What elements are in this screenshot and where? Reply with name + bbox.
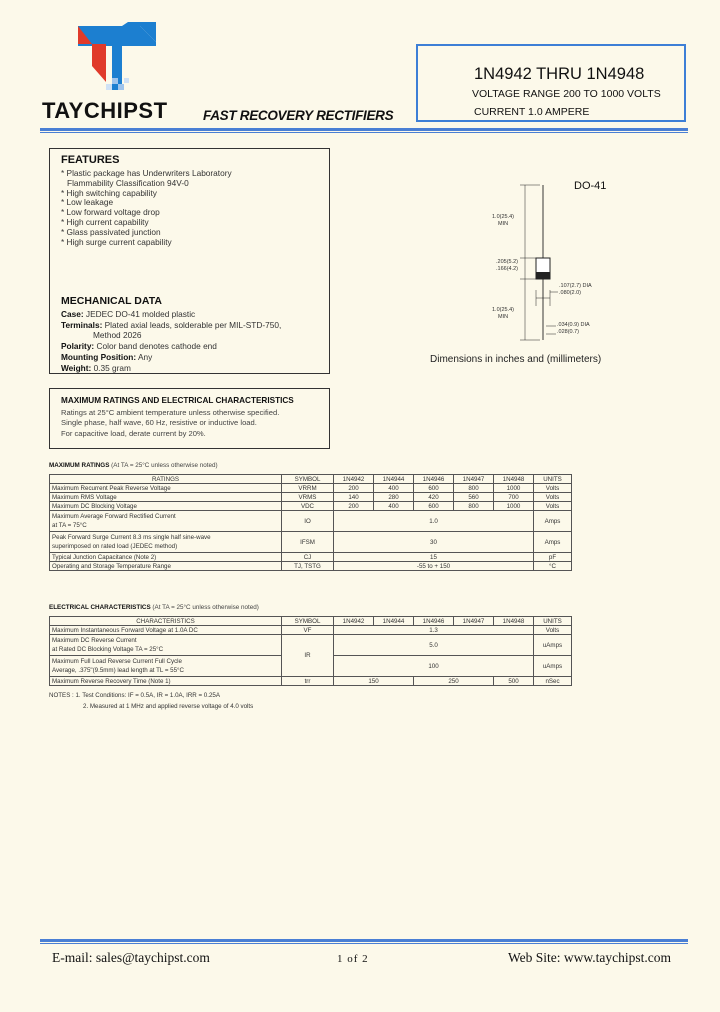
electrical-title-note: (At TA = 25°C unless otherwise noted) [150,604,259,611]
feature-item: * High switching capability [61,187,157,198]
do41-dimension-drawing [470,180,630,350]
header-cell: 1N4944 [374,475,414,484]
note-2: 2. Measured at 1 MHz and applied reverse voltage of 4.0 volts [83,702,254,710]
body-length-min: .166(4.2) [496,266,519,272]
lead-top-min: MIN [497,221,509,227]
cell: IFSM [282,532,334,553]
table-row [50,553,572,562]
header-cell: 1N4944 [374,617,414,626]
cell: 800 [454,484,494,493]
cell: trr [282,677,334,686]
cell: 100 [334,656,534,677]
cell: Amps [534,511,572,532]
max-ratings-title [49,462,218,469]
cell-line: Maximum DC Reverse Current [52,637,137,644]
max-ratings-table [49,474,572,571]
cell: nSec [534,677,572,686]
cell: IO [282,511,334,532]
case-label: Case: [61,309,84,319]
header-cell: 1N4948 [494,475,534,484]
header-cell: RATINGS [50,475,282,484]
body-diameter-dim [559,283,592,297]
mounting-label: Mounting Position: [61,351,137,362]
cell: uAmps [534,635,572,656]
cell-line: superimposed on rated load (JEDEC method) [52,543,178,550]
cell: 1000 [494,484,534,493]
table-header-row [50,617,572,626]
header-cell: 1N4942 [334,617,374,626]
table-row [50,626,572,635]
max-ratings-title-note: (At TA = 25°C unless otherwise noted) [109,462,218,469]
cell: Volts [534,502,572,511]
feature-item: * High current capability [61,216,149,227]
header-cell: UNITS [534,617,572,626]
ratings-info-line: Ratings at 25°C ambient temperature unless otherwise specified. [61,408,280,417]
terminals-value: Plated axial leads, solderable per MIL-STD-750, [102,319,282,330]
lead-top-dim [492,214,514,228]
polarity-value: Color band denotes cathode end [94,341,217,352]
cell [50,532,282,553]
feature-item: * Low forward voltage drop [61,207,160,218]
header-cell: 1N4947 [454,617,494,626]
cell: 30 [334,532,534,553]
cell: 600 [414,484,454,493]
cell: IR [282,635,334,677]
lead-bottom-length: 1.0(25.4) [492,307,515,313]
note-1: NOTES : 1. Test Conditions: IF = 0.5A, IR = 1.0A, IRR = 0.25A [49,692,220,699]
cell: Operating and Storage Temperature Range [50,562,282,571]
lead-diameter-label: DIA [580,322,590,328]
body-diameter-min: .080(2.0) [559,290,582,296]
cell-line: Maximum Average Forward Rectified Current [52,513,176,520]
lead-diameter-min: .028(0.7) [557,329,580,335]
header-cell: CHARACTERISTICS [50,617,282,626]
table-row [50,511,572,532]
footer-email[interactable]: E-mail: sales@taychipst.com [52,950,210,965]
cell: 1.0 [334,511,534,532]
max-ratings-title-text: MAXIMUM RATINGS [49,462,110,469]
cell: Amps [534,532,572,553]
cell: 150 [334,677,414,686]
header-cell: 1N4946 [414,475,454,484]
lead-diameter-max: .034(0.9) [557,322,580,328]
cell: pF [534,553,572,562]
dimensions-caption: Dimensions in inches and (millimeters) [430,354,602,365]
cell: 700 [494,493,534,502]
logo-graphic [78,22,156,94]
cell: 400 [374,484,414,493]
features-heading: FEATURES [61,154,120,166]
cell: Volts [534,493,572,502]
footer-divider-thin [40,943,688,944]
cell: 15 [334,553,534,562]
header-divider-thin [40,132,688,133]
cell: VRRM [282,484,334,493]
case-value: JEDEC DO-41 molded plastic [83,309,196,319]
header-cell: UNITS [534,475,572,484]
cell: Maximum RMS Voltage [50,493,282,502]
feature-item: * Low leakage [61,197,114,208]
footer-divider [40,939,688,942]
cell-line: Average, .375"(9.5mm) lead length at TL = 55°C [52,667,184,674]
mechanical-heading: MECHANICAL DATA [61,295,162,307]
cell: 140 [334,493,374,502]
cell-line: at TA = 75°C [52,522,87,529]
table-row [50,502,572,511]
cell-line: Maximum Full Load Reverse Current Full Cycle [52,658,182,665]
header-cell: SYMBOL [282,475,334,484]
header-cell: SYMBOL [282,617,334,626]
electrical-title-text: ELECTRICAL CHARACTERISTICS [49,604,151,611]
current-rating: CURRENT 1.0 AMPERE [474,106,590,118]
body-length-max: .205(5.2) [496,259,519,265]
table-row [50,677,572,686]
cell: 500 [494,677,534,686]
cell: 250 [414,677,494,686]
table-row [50,635,572,656]
part-number-title: 1N4942 THRU 1N4948 [474,65,645,83]
cell: 200 [334,484,374,493]
cell: Maximum Reverse Recovery Time (Note 1) [50,677,282,686]
header-divider [40,128,688,131]
header-cell: 1N4948 [494,617,534,626]
cell: -55 to + 150 [334,562,534,571]
feature-item: * Plastic package has Underwriters Laboratory [61,168,232,178]
weight-label: Weight: [61,362,92,373]
cell: Maximum DC Blocking Voltage [50,502,282,511]
lead-bottom-min: MIN [497,314,509,320]
table-row [50,484,572,493]
cell: VF [282,626,334,635]
brand-name: TAYCHIPST [42,98,168,123]
voltage-range: VOLTAGE RANGE 200 TO 1000 VOLTS [472,88,661,100]
body-diameter-max: .107(2.7) [559,283,582,289]
ratings-info-text [61,408,279,439]
cell: 420 [414,493,454,502]
cell-line: Peak Forward Surge Current 8.3 ms single half sine-wave [52,534,211,541]
cell [50,511,282,532]
ratings-info-line: Single phase, half wave, 60 Hz, resistive or inductive load. [61,418,257,428]
cell: 400 [374,502,414,511]
cell: Typical Junction Capacitance (Note 2) [50,553,282,562]
electrical-title [49,604,259,611]
page-number: 1 of 2 [337,953,369,965]
cell: VRMS [282,493,334,502]
body-diameter-label: DIA [582,283,592,289]
cell: 280 [374,493,414,502]
document-subtitle: FAST RECOVERY RECTIFIERS [203,108,394,123]
cell: Maximum Instantaneous Forward Voltage at 1.0A DC [50,626,282,635]
cell: 560 [454,493,494,502]
ratings-info-heading: MAXIMUM RATINGS AND ELECTRICAL CHARACTERISTICS [61,396,294,405]
cell [50,656,282,677]
body-length-dim [496,259,518,273]
polarity-label: Polarity: [61,341,95,352]
cell: TJ, TSTG [282,562,334,571]
cell: 1000 [494,502,534,511]
header-cell: 1N4942 [334,475,374,484]
footer-website[interactable]: Web Site: www.taychipst.com [508,950,672,965]
lead-diameter-dim [557,322,590,336]
cell: VDC [282,502,334,511]
header-cell: 1N4946 [414,617,454,626]
notes [49,691,253,712]
cell: 600 [414,502,454,511]
table-row [50,493,572,502]
cell: Maximum Recurrent Peak Reverse Voltage [50,484,282,493]
features-list [61,169,232,247]
table-row [50,562,572,571]
cell: CJ [282,553,334,562]
terminals-method: Method 2026 [93,330,142,341]
cell: 1.3 [334,626,534,635]
brand-logo [78,22,156,94]
cell: 800 [454,502,494,511]
package-label: DO-41 [574,180,607,192]
cell [50,635,282,656]
terminals-label: Terminals: [61,319,103,330]
ratings-info-line: For capacitive load, derate current by 20%. [61,428,206,438]
cell: 5.0 [334,635,534,656]
cell: 200 [334,502,374,511]
weight-value: 0.35 gram [91,362,131,373]
cell: °C [534,562,572,571]
mounting-value: Any [136,351,153,362]
mechanical-data [61,309,281,373]
cell: Volts [534,626,572,635]
feature-item: * Glass passivated junction [61,226,161,237]
cell: uAmps [534,656,572,677]
feature-item: * High surge current capability [61,236,172,247]
header-cell: 1N4947 [454,475,494,484]
electrical-table [49,616,572,686]
table-header-row [50,475,572,484]
feature-item: Flammability Classification 94V-0 [67,177,189,188]
cell: Volts [534,484,572,493]
lead-bottom-dim [492,307,514,321]
lead-top-length: 1.0(25.4) [492,214,515,220]
cell-line: at Rated DC Blocking Voltage TA = 25°C [52,646,164,653]
table-row [50,532,572,553]
